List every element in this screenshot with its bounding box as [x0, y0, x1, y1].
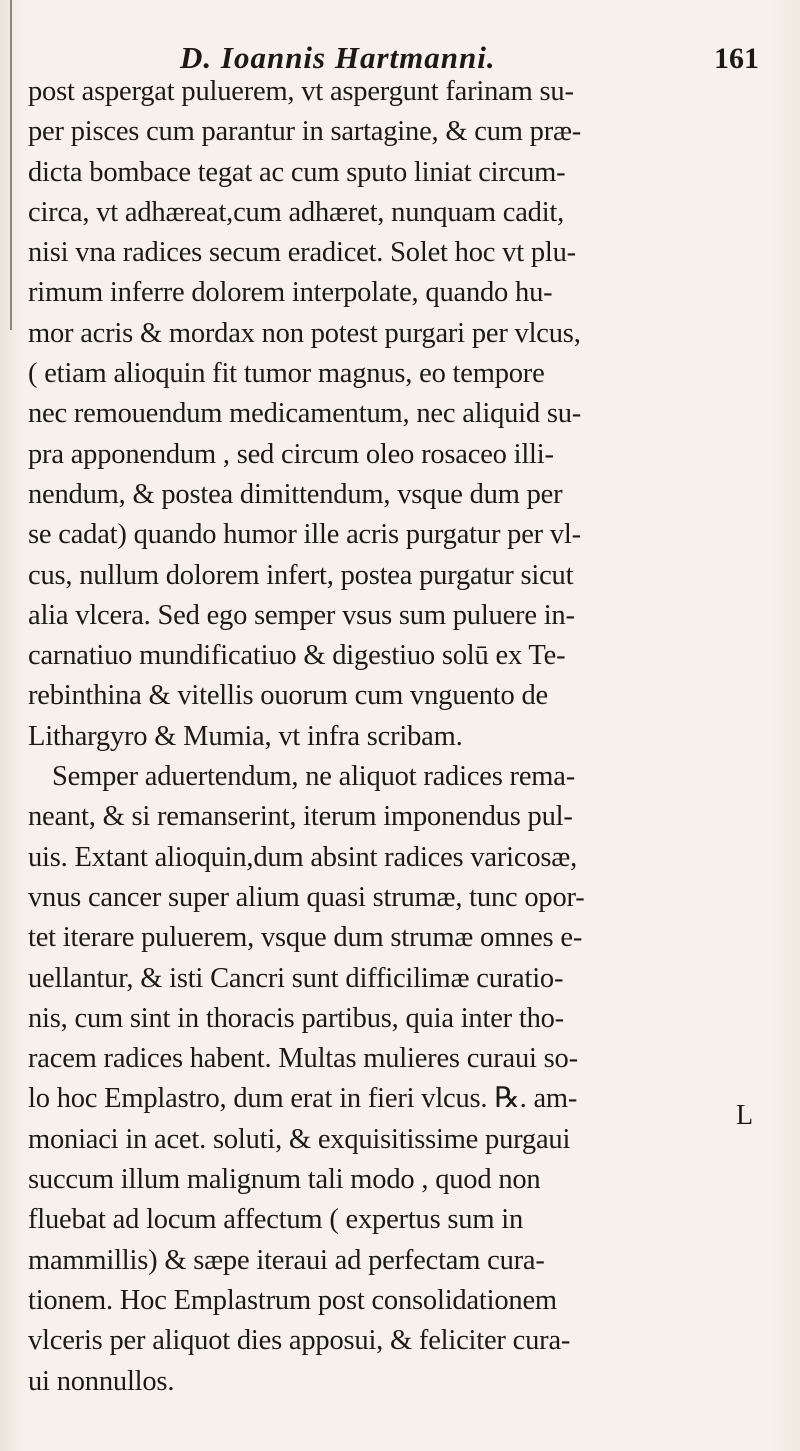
text-line: rimum inferre dolorem interpolate, quando hu-: [28, 277, 553, 309]
text-line: vnus cancer super alium quasi strumæ, tunc opor-: [28, 881, 585, 913]
text-line: succum illum malignum tali modo , quod non: [28, 1164, 541, 1196]
text-line: neant, & si remanserint, iterum imponendus pul-: [28, 801, 573, 833]
text-line: ( etiam alioquin fit tumor magnus, eo tempore: [28, 358, 545, 390]
text-line: dicta bombace tegat ac cum sputo liniat circum-: [28, 156, 566, 188]
text-line: racem radices habent. Multas mulieres curaui so-: [28, 1043, 578, 1075]
text-line: mammillis) & sæpe iteraui ad perfectam cura-: [28, 1244, 545, 1276]
text-line: alia vlcera. Sed ego semper vsus sum puluere in-: [28, 599, 575, 631]
text-line: tionem. Hoc Emplastrum post consolidationem: [28, 1284, 557, 1316]
text-line: mor acris & mordax non potest purgari per vlcus,: [28, 317, 581, 349]
text-line: post aspergat puluerem, vt aspergunt farinam su-: [28, 76, 574, 107]
text-line: rebinthina & vitellis ouorum cum vnguento de: [28, 680, 548, 712]
running-head-title: D. Ioannis Hartmanni.: [180, 40, 496, 75]
text-line: vlceris per aliquot dies apposui, & feliciter cura-: [28, 1325, 571, 1357]
text-line: carnatiuo mundificatiuo & digestiuo solū ex Te-: [28, 640, 566, 672]
text-line: nis, cum sint in thoracis partibus, quia inter tho-: [28, 1002, 564, 1034]
text-line: uis. Extant alioquin,dum absint radices varicosæ,: [28, 841, 578, 873]
text-line: uellantur, & isti Cancri sunt difficilimæ curatio-: [28, 962, 564, 994]
text-line: moniaci in acet. soluti, & exquisitissime purgaui: [28, 1123, 571, 1155]
catchword: L: [736, 1100, 754, 1131]
page-number: 161: [714, 42, 759, 75]
text-line: nec remouendum medicamentum, nec aliquid su-: [28, 398, 582, 430]
text-line: ui nonnullos.: [28, 1365, 175, 1397]
text-line: cus, nullum dolorem infert, postea purgatur sicut: [28, 559, 574, 591]
text-line: se cadat) quando humor ille acris purgatur per vl-: [28, 519, 581, 551]
paragraph-start-line: Semper aduertendum, ne aliquot radices rema-: [52, 761, 575, 793]
text-line: nisi vna radices secum eradicet. Solet hoc vt plu-: [28, 237, 576, 269]
text-line: nendum, & postea dimittendum, vsque dum per: [28, 478, 563, 510]
text-line: fluebat ad locum affectum ( expertus sum in: [28, 1204, 524, 1236]
text-line: lo hoc Emplastro, dum erat in fieri vlcus. ℞. am-: [28, 1083, 578, 1115]
body-text: [28, 72, 768, 1402]
text-line: pra apponendum , sed circum oleo rosaceo illi-: [28, 438, 554, 470]
text-line: Lithargyro & Mumia, vt infra scribam.: [28, 720, 463, 752]
text-line: tet iterare puluerem, vsque dum strumæ omnes e-: [28, 922, 583, 954]
text-line: circa, vt adhæreat,cum adhæret, nunquam cadit,: [28, 196, 565, 228]
text-line: per pisces cum parantur in sartagine, & cum præ-: [28, 116, 582, 148]
